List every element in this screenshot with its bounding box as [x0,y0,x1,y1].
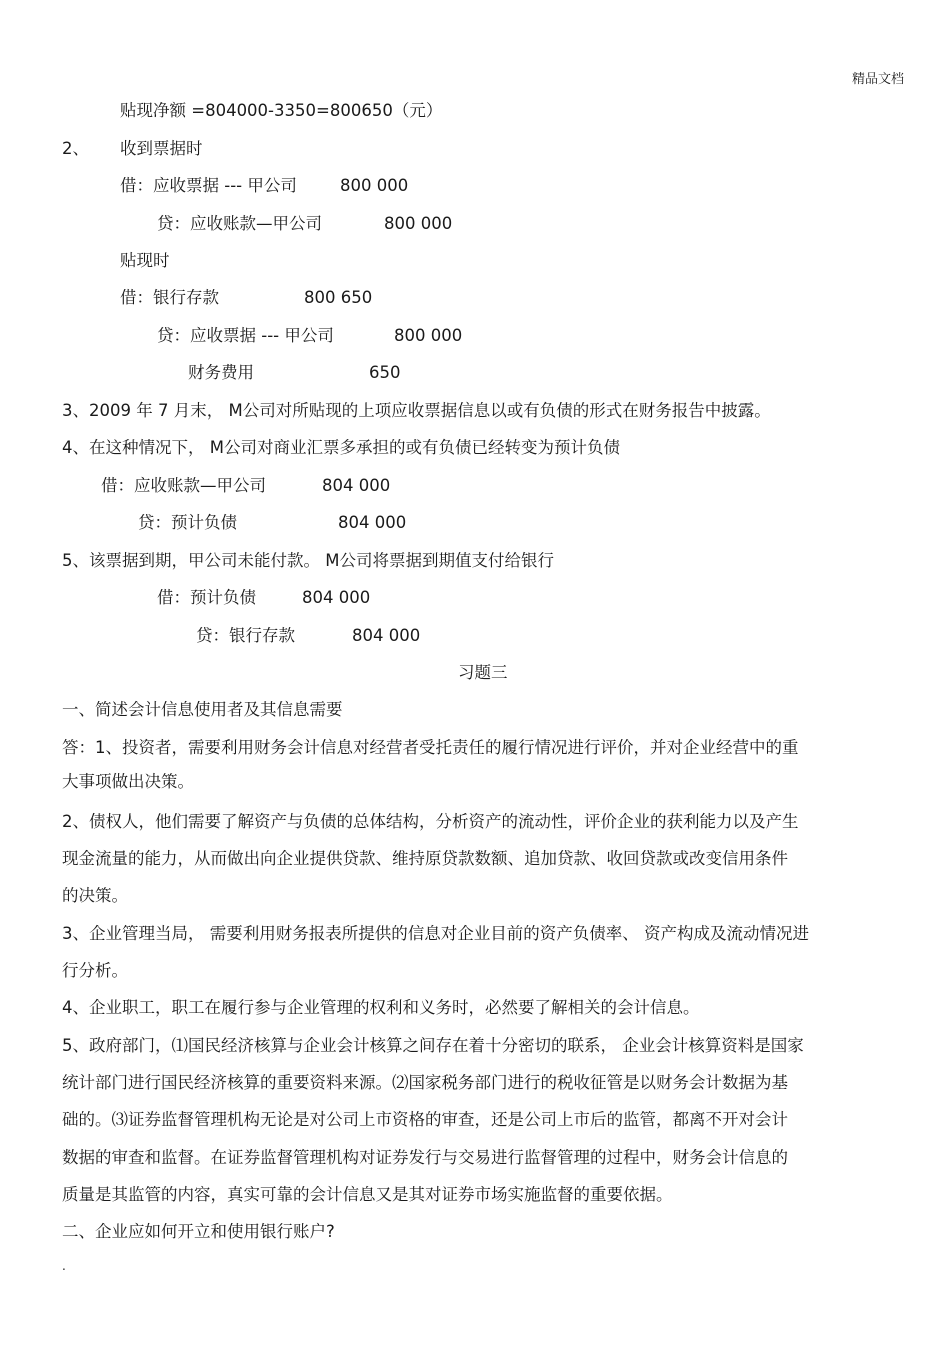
journal-amount: 804 000 [322,476,391,495]
journal-credit-notes-receivable: 贷：应收票据 --- 甲公司 [157,326,334,345]
journal-amount: 800 000 [394,326,463,345]
question-1: 一、简述会计信息使用者及其信息需要 [62,700,343,719]
item-2-heading: 收到票据时 [120,139,203,158]
answer-2-line: 现金流量的能力，从而做出向企业提供贷款、维持原贷款数额、追加贷款、收回贷款或改变信用条件 [62,849,788,868]
discount-net-amount: 贴现净额 =804000-3350=800650（元） [120,101,443,120]
answer-5-line: 础的。⑶证券监督管理机构无论是对公司上市资格的审查，还是公司上市后的监管，都离不开对会计 [62,1110,788,1129]
journal-amount: 650 [369,363,401,382]
answer-2-line: 2、债权人，他们需要了解资产与负债的总体结构，分析资产的流动性，评价企业的获利能力以及产生 [62,812,799,831]
journal-debit-notes-receivable: 借：应收票据 --- 甲公司 [120,176,297,195]
journal-amount: 800 000 [340,176,409,195]
journal-amount: 800 000 [384,214,453,233]
journal-amount: 804 000 [338,513,407,532]
answer-1-line: 大事项做出决策。 [62,772,194,791]
answer-3-line: 行分析。 [62,961,128,980]
answer-5-line: 统计部门进行国民经济核算的重要资料来源。⑵国家税务部门进行的税收征管是以财务会计数据为基 [62,1073,788,1092]
section-title: 习题三 [458,663,508,682]
answer-2-line: 的决策。 [62,886,128,905]
discount-time-heading: 贴现时 [120,251,170,270]
journal-credit-bank-deposit: 贷：银行存款 [196,626,295,645]
journal-amount: 804 000 [302,588,371,607]
footer-mark: . [62,1259,66,1273]
item-3-text: 3、2009 年 7 月末， M公司对所贴现的上项应收票据信息以或有负债的形式在财务报告中披露。 [62,401,771,420]
question-2: 二、企业应如何开立和使用银行账户? [62,1222,335,1241]
answer-1-line: 答：1、投资者，需要利用财务会计信息对经营者受托责任的履行情况进行评价，并对企业经营中的重 [62,738,799,757]
journal-credit-accounts-receivable: 贷：应收账款—甲公司 [157,214,322,233]
item-4-text: 4、在这种情况下， M公司对商业汇票多承担的或有负债已经转变为预计负债 [62,438,620,457]
answer-5-line: 质量是其监管的内容，真实可靠的会计信息又是其对证券市场实施监督的重要依据。 [62,1185,673,1204]
journal-debit-bank-deposit: 借：银行存款 [120,288,219,307]
item-number-2: 2、 [62,139,89,158]
answer-5-line: 数据的审查和监督。在证券监督管理机构对证券发行与交易进行监督管理的过程中，财务会计信息的 [62,1148,788,1167]
journal-amount: 800 650 [304,288,373,307]
journal-debit-estimated-liability: 借：预计负债 [157,588,256,607]
journal-amount: 804 000 [352,626,421,645]
journal-credit-estimated-liability: 贷：预计负债 [138,513,237,532]
journal-credit-finance-expense: 财务费用 [188,363,254,382]
journal-debit-accounts-receivable: 借：应收账款—甲公司 [101,476,266,495]
page-header-label: 精品文档 [852,72,905,87]
answer-5-line: 5、政府部门，⑴国民经济核算与企业会计核算之间存在着十分密切的联系， 企业会计核算资料是国家 [62,1036,804,1055]
item-5-text: 5、该票据到期，甲公司未能付款。 M公司将票据到期值支付给银行 [62,551,554,570]
answer-3-line: 3、企业管理当局， 需要利用财务报表所提供的信息对企业目前的资产负债率、 资产构成及流动情况进 [62,924,809,943]
answer-4-line: 4、企业职工，职工在履行参与企业管理的权利和义务时，必然要了解相关的会计信息。 [62,998,700,1017]
